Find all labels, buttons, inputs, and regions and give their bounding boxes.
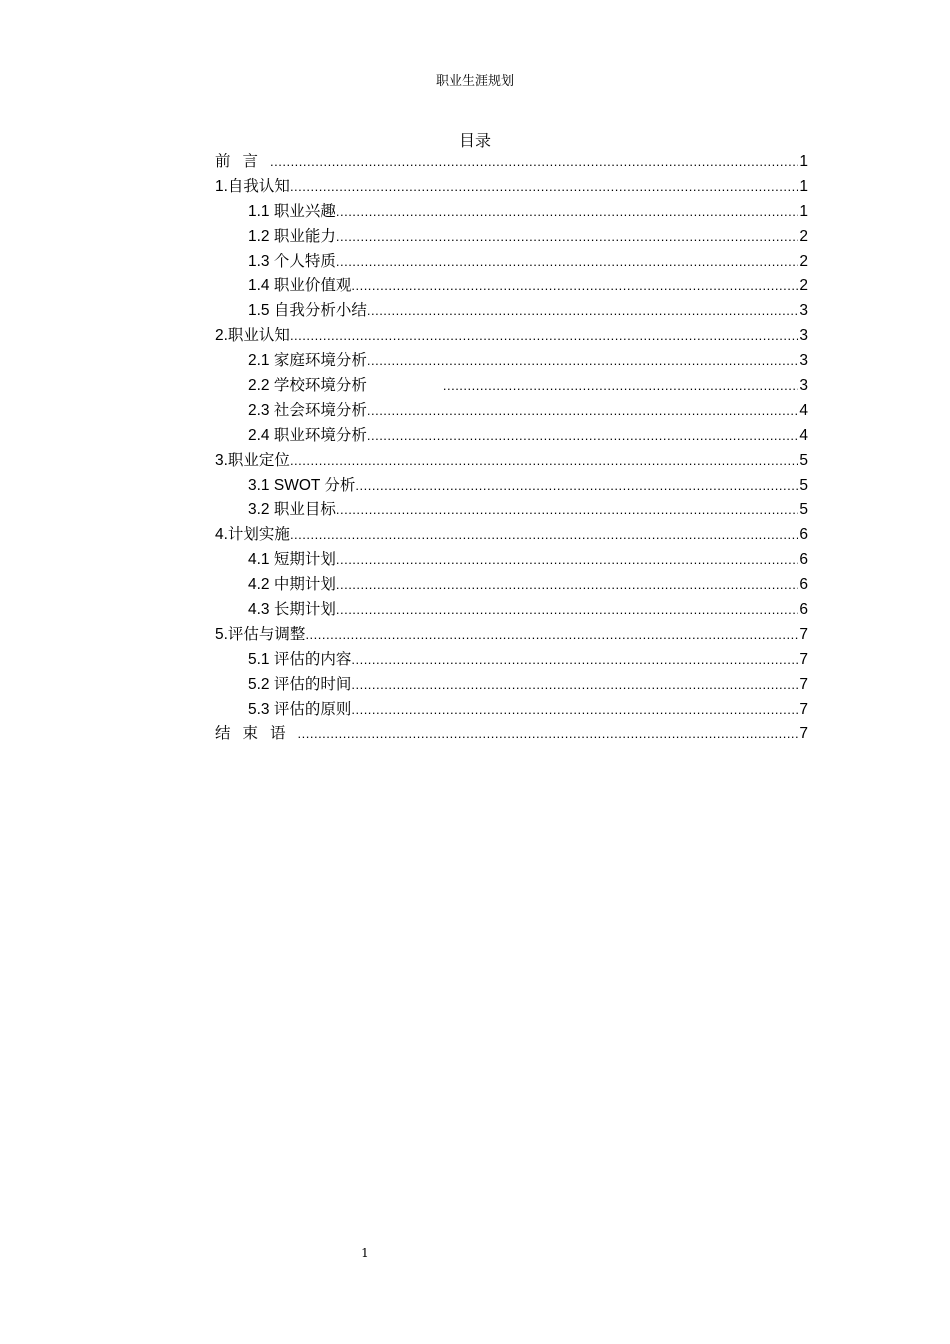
toc-entry-page: 6 (799, 526, 808, 544)
toc-entry-label: 1.5 自我分析小结 (248, 302, 367, 320)
toc-entry-page: 1 (799, 202, 808, 220)
toc-entry-page: 3 (799, 352, 808, 370)
toc-entry[interactable] (215, 399, 808, 424)
toc-entry[interactable] (215, 623, 808, 648)
toc-entry-label: 2.1 家庭环境分析 (248, 352, 367, 370)
toc-dot-leader (290, 523, 798, 548)
toc-entry[interactable] (215, 349, 808, 374)
toc-dot-leader (351, 673, 798, 698)
toc-entry[interactable] (215, 449, 808, 474)
toc-entry-label: 4.3 长期计划 (248, 601, 336, 619)
toc-entry-page: 6 (799, 576, 808, 594)
toc-entry-page: 7 (799, 650, 808, 668)
toc-entry-page: 7 (799, 700, 808, 718)
toc-entry-label: 3.1 SWOT 分析 (248, 476, 356, 494)
toc-entry-label: 1.自我认知 (215, 177, 290, 195)
toc-dot-leader (351, 698, 798, 723)
toc-entry-label: 2.2 学校环境分析 (248, 377, 367, 395)
toc-entry-page: 3 (799, 302, 808, 320)
toc-entry-page: 7 (799, 675, 808, 693)
toc-entry-page: 2 (799, 227, 808, 245)
toc-dot-leader (367, 399, 799, 424)
toc-entry[interactable] (215, 573, 808, 598)
toc-entry[interactable] (215, 150, 808, 175)
toc-entry[interactable] (215, 722, 808, 747)
toc-entry-page: 4 (799, 426, 808, 444)
page-header-title: 职业生涯规划 (435, 74, 514, 89)
toc-dot-leader (367, 349, 799, 374)
toc-dot-leader (336, 225, 799, 250)
toc-dot-leader (355, 474, 798, 499)
toc-entry[interactable] (215, 250, 808, 275)
toc-entry-label: 2.职业认知 (215, 327, 290, 345)
toc-entry[interactable] (215, 598, 808, 623)
toc-entry[interactable] (215, 424, 808, 449)
toc-entry-page: 3 (799, 377, 808, 395)
toc-entry[interactable] (215, 225, 808, 250)
toc-dot-leader (336, 573, 799, 598)
toc-entry-label: 5.3 评估的原则 (248, 700, 352, 718)
toc-entry-page: 7 (799, 725, 808, 743)
toc-entry[interactable] (215, 523, 808, 548)
toc-dot-leader (336, 200, 799, 225)
toc-title: 目录 (458, 131, 491, 150)
toc-entry[interactable] (215, 498, 808, 523)
toc-entry[interactable] (215, 324, 808, 349)
toc-entry[interactable] (215, 474, 808, 499)
toc-entry-label: 结束语 (215, 725, 298, 743)
toc-entry[interactable] (215, 175, 808, 200)
toc-entry-label: 1.2 职业能力 (248, 227, 336, 245)
toc-entry-label: 2.3 社会环境分析 (248, 401, 367, 419)
toc-entry[interactable] (215, 698, 808, 723)
toc-entry-label: 5.2 评估的时间 (248, 675, 352, 693)
toc-entry-page: 3 (799, 327, 808, 345)
toc-entry-page: 6 (799, 551, 808, 569)
toc-entry[interactable] (215, 200, 808, 225)
toc-entry-label: 5.评估与调整 (215, 625, 306, 643)
toc-entry-label: 前言 (215, 153, 271, 170)
toc-entry-page: 5 (799, 501, 808, 519)
toc-entry-page: 5 (799, 476, 808, 494)
toc-dot-leader (290, 324, 798, 349)
toc-entry-label: 5.1 评估的内容 (248, 650, 352, 668)
toc-entry[interactable] (215, 673, 808, 698)
toc-entry-label: 4.2 中期计划 (248, 576, 336, 594)
toc-entry-label: 1.1 职业兴趣 (248, 202, 336, 220)
toc-dot-leader (298, 722, 799, 747)
toc-entry-label: 2.4 职业环境分析 (248, 426, 367, 444)
toc-dot-leader (336, 548, 799, 573)
toc-entry[interactable] (215, 648, 808, 673)
toc-dot-leader (290, 449, 798, 474)
toc-entry-label: 3.职业定位 (215, 451, 290, 469)
toc-entry-page: 4 (799, 401, 808, 419)
toc-entry-label: 1.3 个人特质 (248, 252, 336, 270)
toc-entry-page: 7 (799, 625, 808, 643)
toc-entry[interactable] (215, 374, 808, 399)
toc-dot-leader (336, 250, 799, 275)
toc-dot-leader (367, 424, 799, 449)
toc-entry-page: 1 (799, 177, 808, 195)
toc-dot-leader (443, 374, 799, 399)
toc-dot-leader (351, 274, 798, 299)
toc-entry-page: 5 (799, 451, 808, 469)
toc-entry-page: 6 (799, 601, 808, 619)
toc-dot-leader (290, 175, 798, 200)
toc-dot-leader (367, 299, 799, 324)
toc-entry-page: 1 (799, 153, 808, 170)
toc-dot-leader (305, 623, 798, 648)
toc-entry-label: 4.1 短期计划 (248, 551, 336, 569)
toc-dot-leader (336, 498, 799, 523)
toc-entry[interactable] (215, 548, 808, 573)
toc-entry-label: 1.4 职业价值观 (248, 277, 352, 295)
toc-entry-label: 4.计划实施 (215, 526, 290, 544)
toc-dot-leader (351, 648, 798, 673)
page-number: 1 (361, 1246, 369, 1260)
toc-entry-label: 3.2 职业目标 (248, 501, 336, 519)
toc-dot-leader (270, 150, 798, 175)
toc-entry[interactable] (215, 299, 808, 324)
table-of-contents (215, 150, 808, 747)
toc-entry[interactable] (215, 274, 808, 299)
toc-entry-page: 2 (799, 252, 808, 270)
toc-dot-leader (336, 598, 799, 623)
toc-entry-page: 2 (799, 277, 808, 295)
